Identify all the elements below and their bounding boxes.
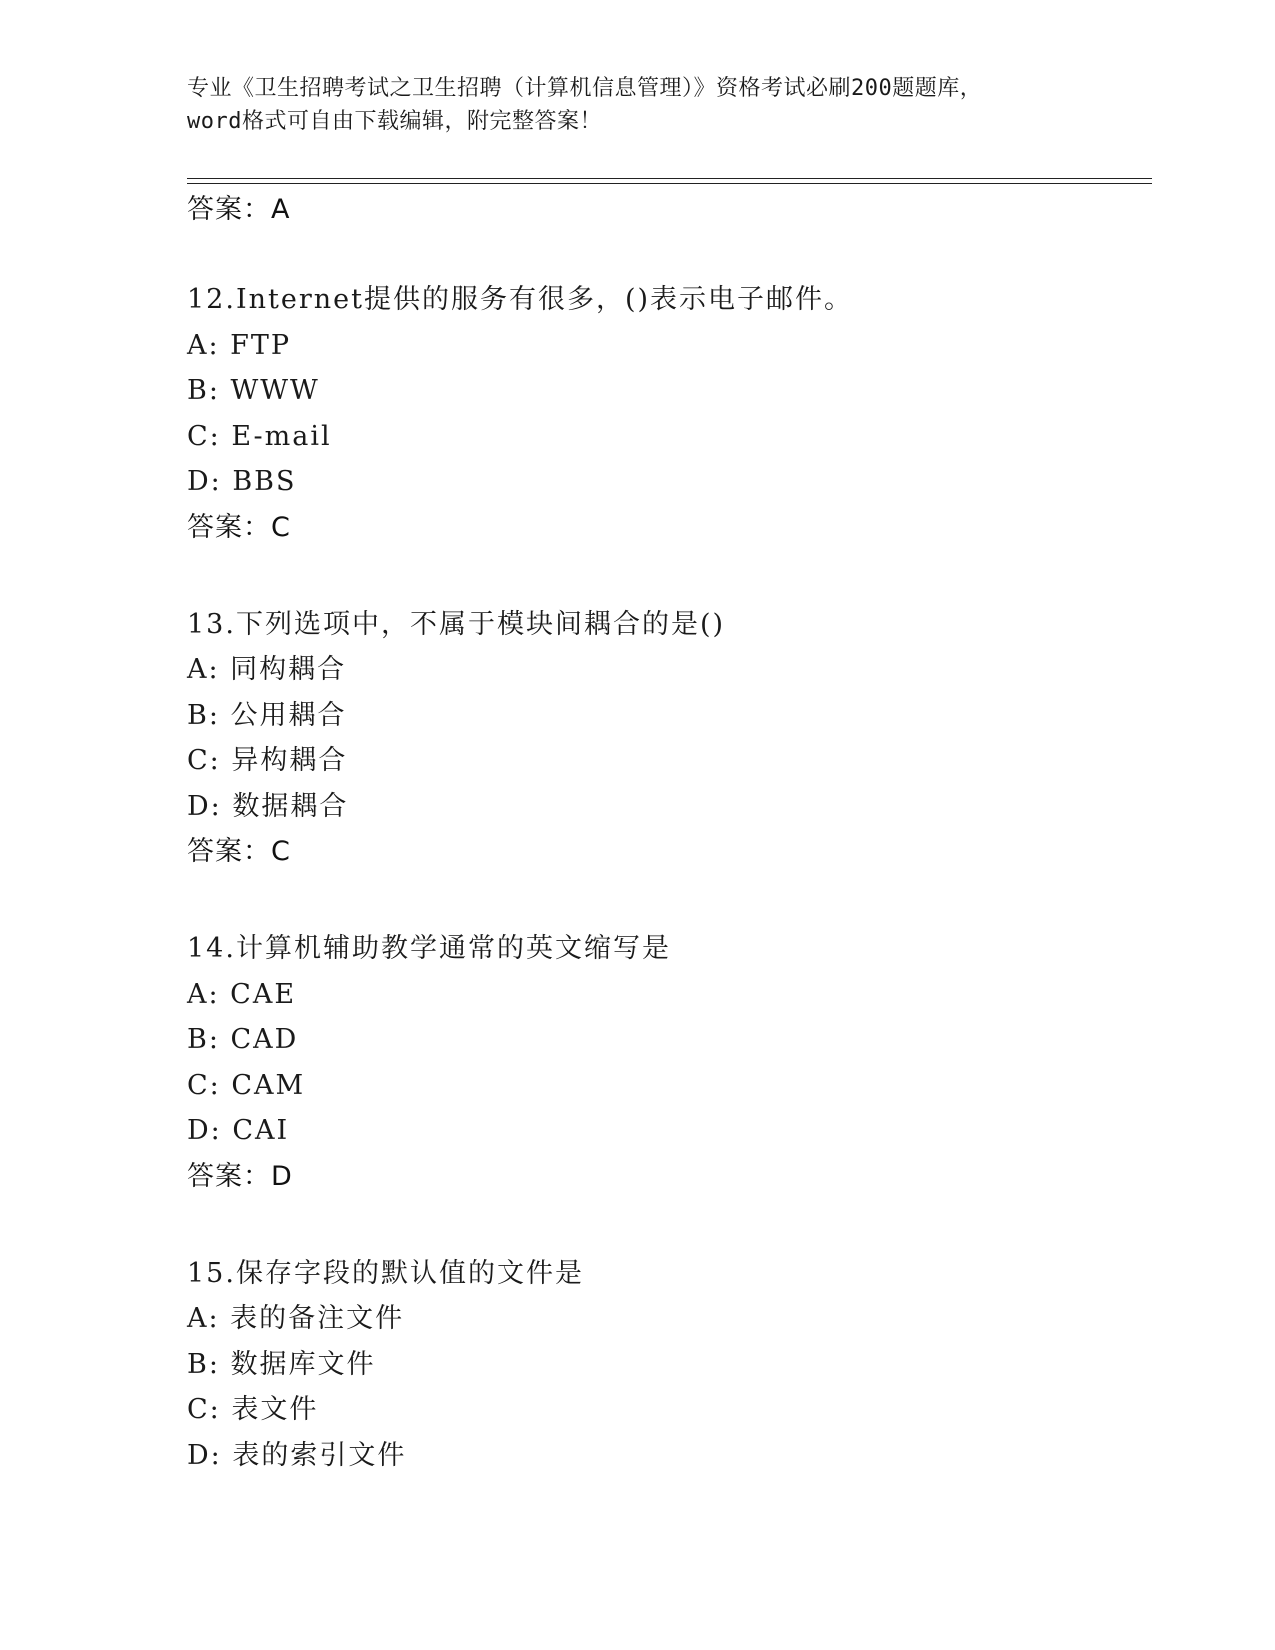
question-15 [187,1256,1147,1484]
answer-label: 答案：C [187,836,291,867]
header-line-1: 专业《卫生招聘考试之卫生招聘（计算机信息管理）》资格考试必刷200题题库， [187,76,983,101]
question-stem: 15.保存字段的默认值的文件是 [187,1257,584,1289]
header-divider-bottom [187,183,1152,184]
option-c: C: E-mail [187,420,332,452]
option-c: C: 异构耦合 [187,745,348,776]
question-14 [187,931,1147,1204]
answer-label: 答案：C [187,511,291,543]
answer-label: 答案：D [187,1160,293,1192]
option-b: B: 数据库文件 [187,1348,376,1380]
header-line-2: word格式可自由下载编辑，附完整答案！ [187,109,602,134]
question-stem: 12.Internet提供的服务有很多，()表示电子邮件。 [187,284,854,315]
option-d: D: 数据耦合 [187,790,349,822]
option-d: D: 表的索引文件 [187,1439,407,1471]
option-b: B: WWW [187,375,320,406]
question-stem: 14.计算机辅助教学通常的英文缩写是 [187,933,671,964]
question-12 [187,282,1147,555]
option-a: A: FTP [187,329,292,361]
option-d: D: BBS [187,466,297,497]
option-a: A: CAE [187,978,297,1010]
option-d: D: CAI [187,1115,290,1146]
option-b: B: CAD [187,1024,299,1055]
option-c: C: CAM [187,1069,306,1101]
question-13 [187,607,1147,880]
question-stem: 13.下列选项中，不属于模块间耦合的是() [187,608,726,640]
answer-label: 答案：A [187,194,291,225]
option-b: B: 公用耦合 [187,699,347,731]
option-a: A: 同构耦合 [187,654,347,685]
header-divider-top [187,178,1152,179]
document-header [187,72,1087,138]
question-list [187,282,1147,1483]
option-c: C: 表文件 [187,1394,319,1425]
option-a: A: 表的备注文件 [187,1303,405,1334]
